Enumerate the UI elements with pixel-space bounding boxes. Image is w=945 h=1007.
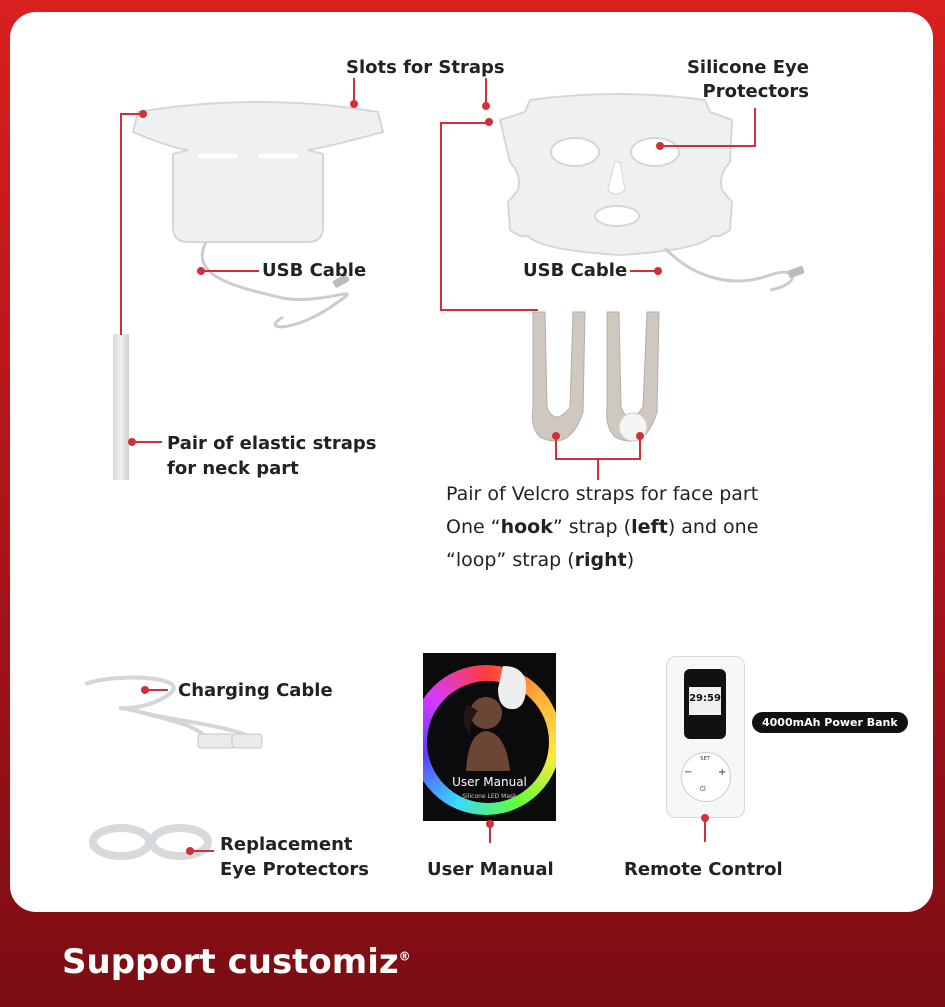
remote-plus-button[interactable]: + (718, 767, 727, 778)
label-slots-for-straps: Slots for Straps (346, 57, 505, 78)
label-elastic-straps-2: for neck part (167, 458, 299, 479)
remote-control-illustration (666, 656, 745, 818)
velcro-line-2: One “hook” strap (left) and one (446, 516, 759, 538)
label-replacement-1: Replacement (220, 834, 353, 855)
label-silicone-eye-2: Protectors (702, 81, 809, 102)
face-mask-illustration (480, 90, 820, 330)
product-panel (10, 12, 933, 912)
velcro-line-3: “loop” strap (right) (446, 549, 635, 571)
user-manual-cover (423, 653, 556, 821)
label-usb-cable-neck: USB Cable (262, 260, 367, 281)
label-silicone-eye-1: Silicone Eye (686, 57, 809, 78)
label-charging-cable: Charging Cable (178, 680, 333, 701)
manual-subtitle: Silicone LED Mask (462, 793, 517, 800)
remote-power-button[interactable]: ⏻ (700, 785, 706, 793)
label-replacement-2: Eye Protectors (220, 859, 369, 880)
label-usb-cable-face: USB Cable (523, 260, 628, 281)
velcro-line-1: Pair of Velcro straps for face part (446, 483, 759, 505)
model-with-mask-icon (448, 661, 538, 771)
label-user-manual: User Manual (427, 859, 554, 880)
label-elastic-straps-1: Pair of elastic straps (167, 433, 377, 454)
remote-set-button[interactable]: SET (700, 756, 710, 762)
label-remote-control: Remote Control (624, 859, 783, 880)
remote-minus-button[interactable]: − (684, 767, 693, 778)
manual-title: User Manual (452, 775, 527, 789)
velcro-straps-illustration (525, 302, 675, 457)
neck-mask-illustration (128, 92, 388, 352)
remote-time: 29:59 (689, 693, 721, 704)
replacement-eye-protectors-illustration (88, 820, 218, 868)
remote-screen (684, 669, 726, 739)
footer-brand: Support customiz® (62, 942, 411, 982)
power-bank-badge: 4000mAh Power Bank (752, 712, 908, 733)
elastic-strap-illustration (113, 334, 129, 480)
